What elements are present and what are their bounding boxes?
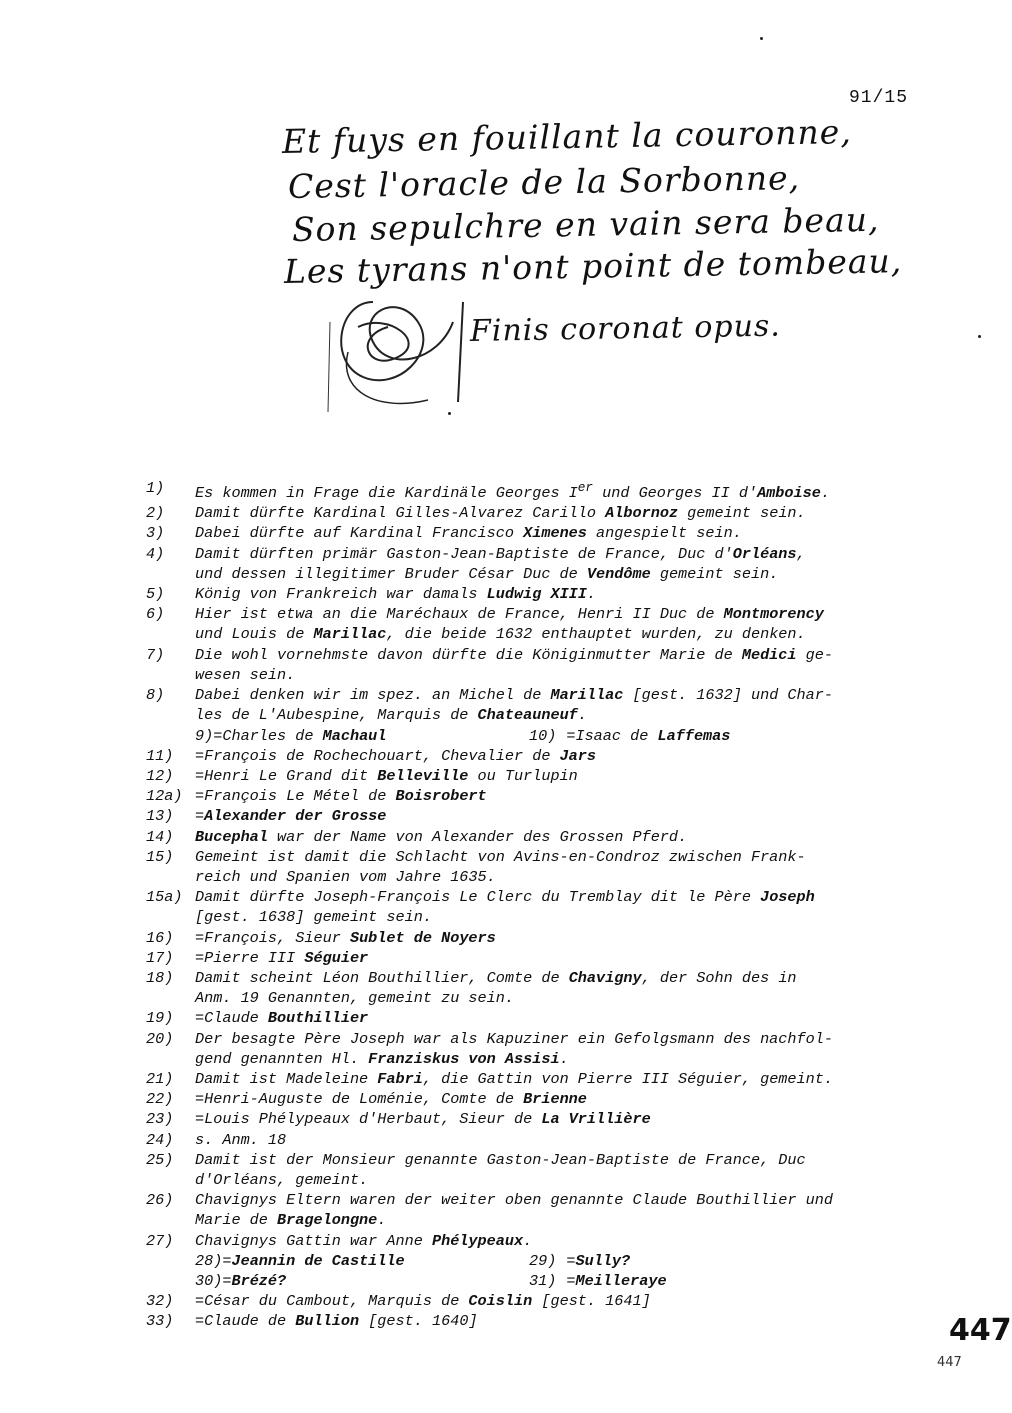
footnote-number: 16) xyxy=(146,928,174,947)
footnote-text: Chavignys Eltern waren der weiter oben genannte Claude Bouthillier und Marie de Bragelongne. xyxy=(195,1191,833,1230)
footnote-text: =Charles de Machaul xyxy=(213,726,387,745)
footnote-number: 26) xyxy=(146,1191,174,1210)
footnote-text: =François Le Métel de Boisrobert xyxy=(195,787,487,806)
verse-line: Et fuys en fouillant la couronne, xyxy=(281,112,853,161)
footnote xyxy=(146,503,916,523)
footnote xyxy=(146,746,916,766)
footnote-number: 33) xyxy=(146,1312,174,1331)
footnote xyxy=(146,726,529,746)
verse-line: Son sepulchre en vain sera beau, xyxy=(291,199,880,249)
footnote-number: 28) xyxy=(195,1251,223,1270)
archive-stamp-pencil: 447 xyxy=(937,1355,962,1370)
footnote-text: Es kommen in Frage die Kardinäle Georges Ier und Georges II d'Amboise. xyxy=(195,480,830,503)
footnote xyxy=(146,584,916,604)
footnote xyxy=(146,1130,916,1150)
footnote-text: s. Anm. 18 xyxy=(195,1130,287,1149)
speck xyxy=(448,412,451,415)
footnote-text: Damit scheint Léon Bouthillier, Comte de Chavigny, der Sohn des in Anm. 19 Genannten, gemeint zu sein. xyxy=(195,968,797,1008)
footnote-number: 32) xyxy=(146,1292,174,1311)
footnote-number: 7) xyxy=(146,645,165,664)
footnote-number: 14) xyxy=(146,827,174,846)
pen-flourish-icon xyxy=(318,282,478,422)
footnote xyxy=(146,1109,916,1129)
archive-stamp: 447 xyxy=(949,1313,1012,1348)
footnote-text: Dabei dürfte auf Kardinal Francisco Ximenes angespielt sein. xyxy=(195,524,742,543)
footnote xyxy=(146,685,916,725)
footnote-number: 4) xyxy=(146,544,165,563)
footnote-number: 24) xyxy=(146,1130,174,1149)
footnote-text: Damit ist der Monsieur genannte Gaston-Jean-Baptiste de France, Duc d'Orléans, gemeint. xyxy=(195,1150,806,1189)
footnote xyxy=(146,1190,916,1230)
footnote xyxy=(146,786,916,806)
footnote-text: Die wohl vornehmste davon dürfte die Königinmutter Marie de Medici ge- wesen sein. xyxy=(195,645,833,684)
footnote-pair xyxy=(146,1271,916,1291)
footnote-text: =Sully? xyxy=(566,1251,631,1270)
verse-line: Cest l'oracle de la Sorbonne, xyxy=(287,158,801,206)
footnote-number: 22) xyxy=(146,1090,174,1109)
footnote xyxy=(146,766,916,786)
footnote xyxy=(146,948,916,968)
speck xyxy=(978,335,981,338)
footnote-text: =Alexander der Grosse xyxy=(195,807,387,826)
footnote-text: Damit ist Madeleine Fabri, die Gattin von Pierre III Séguier, gemeint. xyxy=(195,1069,833,1088)
footnote-number: 27) xyxy=(146,1231,174,1250)
footnote xyxy=(146,604,916,644)
footnote-number: 18) xyxy=(146,968,174,987)
footnote-text: Damit dürfte Kardinal Gilles-Alvarez Carillo Albornoz gemeint sein. xyxy=(195,504,806,523)
footnote-number: 15) xyxy=(146,847,174,866)
footnote xyxy=(529,726,879,746)
footnote-number: 1) xyxy=(146,479,165,497)
footnote-number: 9) xyxy=(195,726,214,745)
footnote-text: Damit dürfte Joseph-François Le Clerc du Tremblay dit le Père Joseph [gest. 1638] gemeint sein. xyxy=(195,888,815,927)
footnote-pair xyxy=(146,1251,916,1271)
speck xyxy=(760,37,763,40)
folio-number: 91/15 xyxy=(849,88,909,108)
footnote xyxy=(146,523,916,543)
footnote xyxy=(529,1251,879,1271)
footnote-number: 25) xyxy=(146,1150,174,1169)
footnote-number: 11) xyxy=(146,746,174,765)
footnote xyxy=(146,1231,916,1251)
footnote xyxy=(146,1029,916,1069)
footnote-text: Bucephal war der Name von Alexander des Grossen Pferd. xyxy=(195,827,688,846)
footnote-text: =Louis Phélypeaux d'Herbaut, Sieur de La Vrillière xyxy=(195,1110,651,1129)
footnote-text: =Jeannin de Castille xyxy=(222,1251,405,1270)
footnote xyxy=(146,478,916,503)
verse-line: Les tyrans n'ont point de tombeau, xyxy=(283,241,903,291)
footnote-number: 6) xyxy=(146,605,165,624)
footnote xyxy=(146,1008,916,1028)
footnote-number: 12) xyxy=(146,766,174,785)
footnote-text: Der besagte Père Joseph war als Kapuziner ein Gefolgsmann des nachfol- gend genannten Hl. Franziskus von Assisi. xyxy=(195,1029,833,1068)
footnote-text: Damit dürften primär Gaston-Jean-Baptiste de France, Duc d'Orléans, und dessen illegitimer Bruder César Duc de Vendôme gemeint sein. xyxy=(195,544,806,583)
footnote-number: 23) xyxy=(146,1110,174,1129)
footnote-number: 5) xyxy=(146,585,165,604)
footnote-text: =Henri Le Grand dit Belleville ou Turlupin xyxy=(195,766,578,785)
footnote xyxy=(146,806,916,826)
footnote-text: =Brézé? xyxy=(222,1271,287,1290)
footnote xyxy=(529,1271,879,1291)
footnote-number: 13) xyxy=(146,807,174,826)
footnote-number: 20) xyxy=(146,1029,174,1048)
footnote-number: 8) xyxy=(146,686,165,705)
footnote-text: =François de Rochechouart, Chevalier de Jars xyxy=(195,746,597,765)
footnote-number: 2) xyxy=(146,504,165,523)
footnotes-list xyxy=(146,478,916,1332)
footnote xyxy=(146,1069,916,1089)
footnote-text: König von Frankreich war damals Ludwig XIII. xyxy=(195,585,597,604)
footnote-text: =François, Sieur Sublet de Noyers xyxy=(195,928,496,947)
footnote xyxy=(146,1150,916,1190)
footnote xyxy=(146,847,916,887)
footnote-number: 21) xyxy=(146,1069,174,1088)
footnote-text: =Pierre III Séguier xyxy=(195,948,369,967)
footnote-text: Gemeint ist damit die Schlacht von Avins-en-Condroz zwischen Frank- reich und Spanien vom Jahre 1635. xyxy=(195,847,806,886)
footnote xyxy=(146,887,916,927)
footnote xyxy=(146,645,916,685)
footnote-number: 3) xyxy=(146,524,165,543)
verse-line-motto: Finis coronat opus. xyxy=(469,308,782,349)
footnote-text: =Meilleraye xyxy=(566,1271,667,1290)
footnote xyxy=(146,1089,916,1109)
footnote xyxy=(146,1311,916,1331)
footnote-pair xyxy=(146,726,916,746)
footnote-text: Dabei denken wir im spez. an Michel de Marillac [gest. 1632] und Char- les de L'Aubespine, Marquis de Chateauneuf. xyxy=(195,686,833,725)
footnote-number: 31) xyxy=(529,1271,557,1290)
footnote-number: 15a) xyxy=(146,888,183,907)
footnote xyxy=(146,1271,529,1291)
footnote xyxy=(146,968,916,1008)
footnote-text: Hier ist etwa an die Maréchaux de France, Henri II Duc de Montmorency und Louis de Marillac, die beide 1632 enthauptet wurden, zu denken. xyxy=(195,605,824,644)
footnote xyxy=(146,827,916,847)
footnote xyxy=(146,1251,529,1271)
footnote-number: 30) xyxy=(195,1271,223,1290)
footnote xyxy=(146,544,916,584)
footnote xyxy=(146,928,916,948)
footnote-text: =Henri-Auguste de Loménie, Comte de Brienne xyxy=(195,1090,587,1109)
footnote-number: 10) xyxy=(529,726,557,745)
footnote-text: =Claude Bouthillier xyxy=(195,1009,369,1028)
footnote-text: Chavignys Gattin war Anne Phélypeaux. xyxy=(195,1231,533,1250)
footnote-number: 12a) xyxy=(146,787,183,806)
footnote-number: 17) xyxy=(146,948,174,967)
footnote-number: 29) xyxy=(529,1251,557,1270)
footnote-text: =César du Cambout, Marquis de Coislin [gest. 1641] xyxy=(195,1292,651,1311)
footnote-text: =Claude de Bullion [gest. 1640] xyxy=(195,1312,478,1331)
footnote-number: 19) xyxy=(146,1009,174,1028)
footnote-text: =Isaac de Laffemas xyxy=(566,726,731,745)
footnote xyxy=(146,1291,916,1311)
